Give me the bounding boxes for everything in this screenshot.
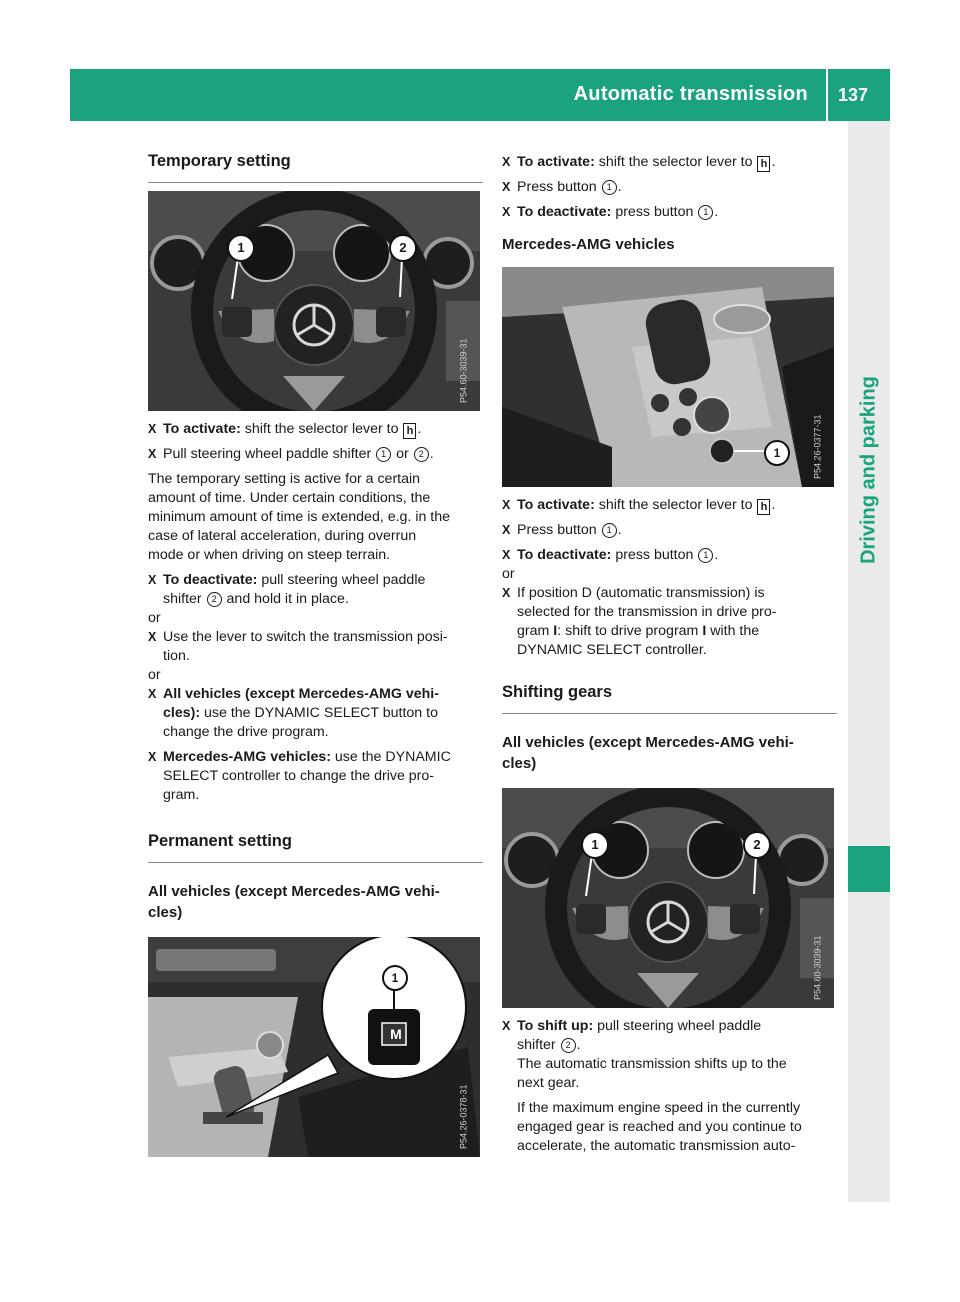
page-number: 137 — [837, 85, 868, 105]
callout-ref-2: 2 — [207, 592, 222, 607]
right-column — [502, 0, 837, 1156]
step-shift-up: X To shift up: pull steering wheel paddle shifter 2 . The automatic transmission shifts up to the next gear. — [502, 1017, 837, 1093]
side-tab-marker — [848, 846, 890, 892]
callout-ref-1: 1 — [602, 523, 617, 538]
or-text: or — [148, 667, 161, 683]
step-activate: X To activate: shift the selector lever to h . — [502, 496, 837, 515]
or-text: or — [148, 610, 161, 626]
callout-1: 1 — [227, 234, 255, 262]
step-deactivate: X To deactivate: press button 1 . — [502, 203, 837, 222]
figure-amg-selector — [502, 267, 834, 487]
step-deactivate: X To deactivate: press button 1 . — [502, 546, 837, 565]
callout-1: 1 — [581, 831, 609, 859]
gear-d-symbol: h — [757, 499, 770, 515]
max-speed-paragraph: If the maximum engine speed in the currently engaged gear is reached and you continue to accelerate, the automatic transmission auto- — [517, 1100, 802, 1154]
callout-ref-1: 1 — [698, 548, 713, 563]
heading-shifting-gears: Shifting gears — [502, 682, 837, 714]
steering-wheel-illustration — [148, 191, 480, 411]
callout-2: 2 — [743, 831, 771, 859]
left-column — [148, 0, 483, 1157]
step-use-lever: X Use the lever to switch the transmission posi- tion. — [148, 628, 483, 666]
subheading-all-vehicles: All vehicles (except Mercedes-AMG vehi- cles) — [148, 883, 440, 921]
side-tab — [848, 121, 890, 1202]
side-tab-label: Driving and parking — [857, 376, 880, 564]
callout-2: 2 — [389, 234, 417, 262]
figure-console-m-button — [148, 937, 480, 1157]
step-press-button: X Press button 1 . — [502, 521, 837, 540]
figure-code: P54.26-0378-31 — [459, 1084, 469, 1149]
step-pull-paddle: X Pull steering wheel paddle shifter 1 or 2 . — [148, 445, 483, 464]
m-button-label: M — [390, 1026, 402, 1042]
step-position-d: X If position D (automatic transmission) is selected for the transmission in drive pro- gram I: shift to drive program I with the DYNAMIC SELECT controller. — [502, 584, 837, 660]
subheading-all-vehicles: All vehicles (except Mercedes-AMG vehi- cles) — [502, 734, 794, 772]
step-press-button: X Press button 1 . — [502, 178, 837, 197]
gear-d-symbol: h — [757, 156, 770, 172]
step-all-vehicles: X All vehicles (except Mercedes-AMG vehi- cles): use the DYNAMIC SELECT button to change the drive program. — [148, 685, 483, 742]
figure-steering-wheel — [148, 191, 480, 411]
figure-code: P54.26-0377-31 — [813, 414, 823, 479]
callout-1: 1 — [382, 965, 408, 991]
figure-steering-wheel-shift — [502, 788, 834, 1008]
figure-code: P54.60-3039-31 — [459, 338, 469, 403]
gear-d-symbol: h — [403, 423, 416, 439]
callout-ref-2: 2 — [414, 447, 429, 462]
or-text: or — [502, 566, 515, 582]
callout-ref-1: 1 — [376, 447, 391, 462]
subheading-amg-vehicles: Mercedes-AMG vehicles — [502, 236, 675, 253]
step-deactivate: X To deactivate: pull steering wheel paddle shifter 2 and hold it in place. — [148, 571, 483, 609]
callout-ref-2: 2 — [561, 1038, 576, 1053]
step-activate: X To activate: shift the selector lever to h . — [148, 420, 483, 439]
steering-wheel-illustration — [502, 788, 834, 1008]
heading-permanent-setting: Permanent setting — [148, 831, 483, 863]
step-amg-vehicles: X Mercedes-AMG vehicles: use the DYNAMIC SELECT controller to change the drive pro- gram. — [148, 748, 483, 805]
chapter-title: Automatic transmission — [573, 83, 808, 105]
console-illustration — [148, 937, 480, 1157]
callout-ref-1: 1 — [602, 180, 617, 195]
step-activate: X To activate: shift the selector lever to h . — [502, 153, 837, 172]
callout-ref-1: 1 — [698, 205, 713, 220]
figure-code: P54.60-3039-31 — [813, 935, 823, 1000]
callout-1: 1 — [764, 440, 790, 466]
temporary-paragraph: The temporary setting is active for a certain amount of time. Under certain conditions, the minimum amount of time is extended, e.g. in the case of lateral acceleration, during overrun mode or when driving on steep terrain. — [148, 471, 451, 563]
heading-temporary-setting: Temporary setting — [148, 151, 483, 183]
